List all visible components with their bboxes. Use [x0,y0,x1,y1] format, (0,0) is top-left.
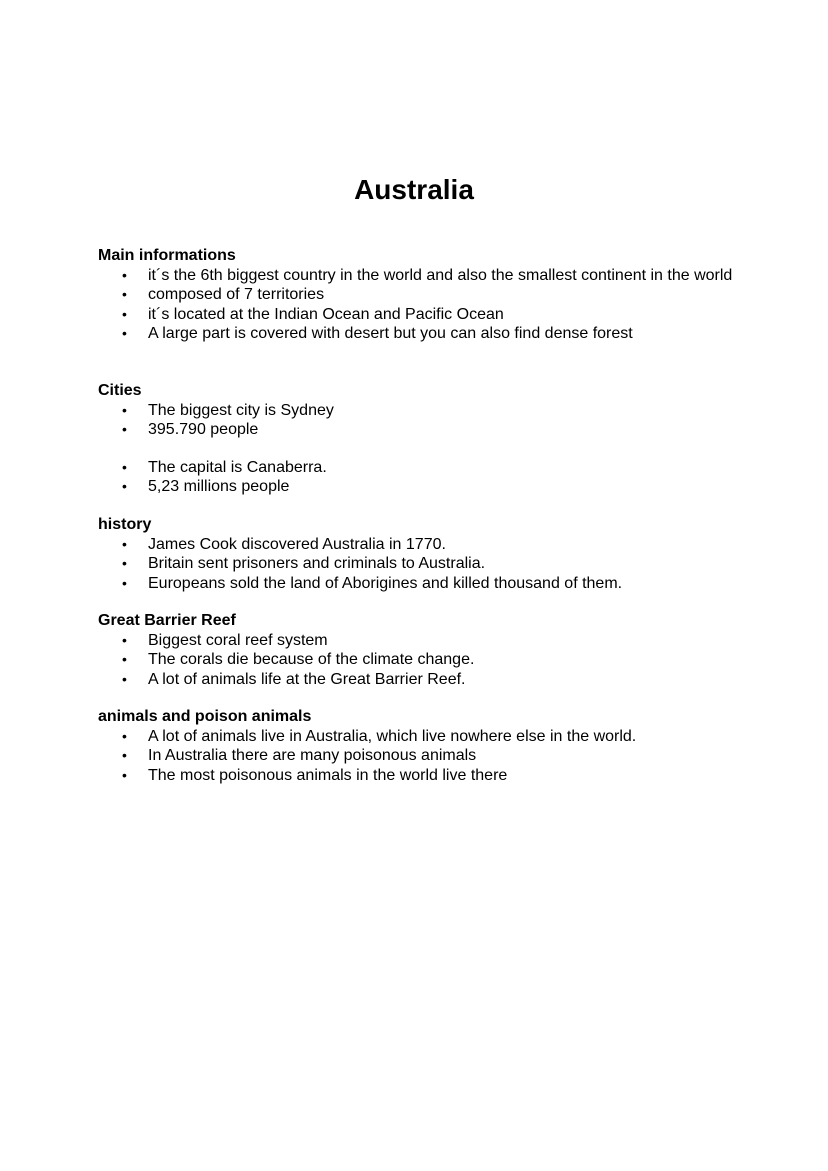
bullet-list [98,727,758,786]
bullet-list [98,631,758,690]
section-heading: history [98,516,152,533]
bullet-list [98,266,758,344]
section-heading: Main informations [98,247,236,264]
list-item: • The most poisonous animals in the world live there [98,766,758,786]
section-great-barrier-reef [98,611,758,689]
list-item: • The capital is Canaberra. [98,458,758,478]
spacer [98,440,758,458]
section-heading: animals and poison animals [98,708,312,725]
list-item: • it´s located at the Indian Ocean and Pacific Ocean [98,305,758,325]
bullet-list [98,401,758,440]
section-cities [98,381,758,497]
bullet-list [98,458,758,497]
list-item: • Britain sent prisoners and criminals to Australia. [98,554,758,574]
section-heading: Great Barrier Reef [98,612,236,629]
section-animals [98,707,758,785]
list-item: • composed of 7 territories [98,285,758,305]
list-item: • In Australia there are many poisonous animals [98,746,758,766]
list-item: • Europeans sold the land of Aborigines and killed thousand of them. [98,574,758,594]
list-item: • A large part is covered with desert but you can also find dense forest [98,324,758,344]
list-item: • A lot of animals live in Australia, which live nowhere else in the world. [98,727,758,747]
list-item: • 5,23 millions people [98,477,758,497]
document-title: Australia [354,174,474,205]
section-heading: Cities [98,382,142,399]
list-item: • James Cook discovered Australia in 1770. [98,535,758,555]
list-item: • it´s the 6th biggest country in the world and also the smallest continent in the world [98,266,758,286]
bullet-list [98,535,758,594]
section-main-informations [98,246,758,344]
list-item: • A lot of animals life at the Great Barrier Reef. [98,670,758,690]
list-item: • 395.790 people [98,420,758,440]
list-item: • Biggest coral reef system [98,631,758,651]
section-history [98,515,758,593]
list-item: • The biggest city is Sydney [98,401,758,421]
list-item: • The corals die because of the climate change. [98,650,758,670]
